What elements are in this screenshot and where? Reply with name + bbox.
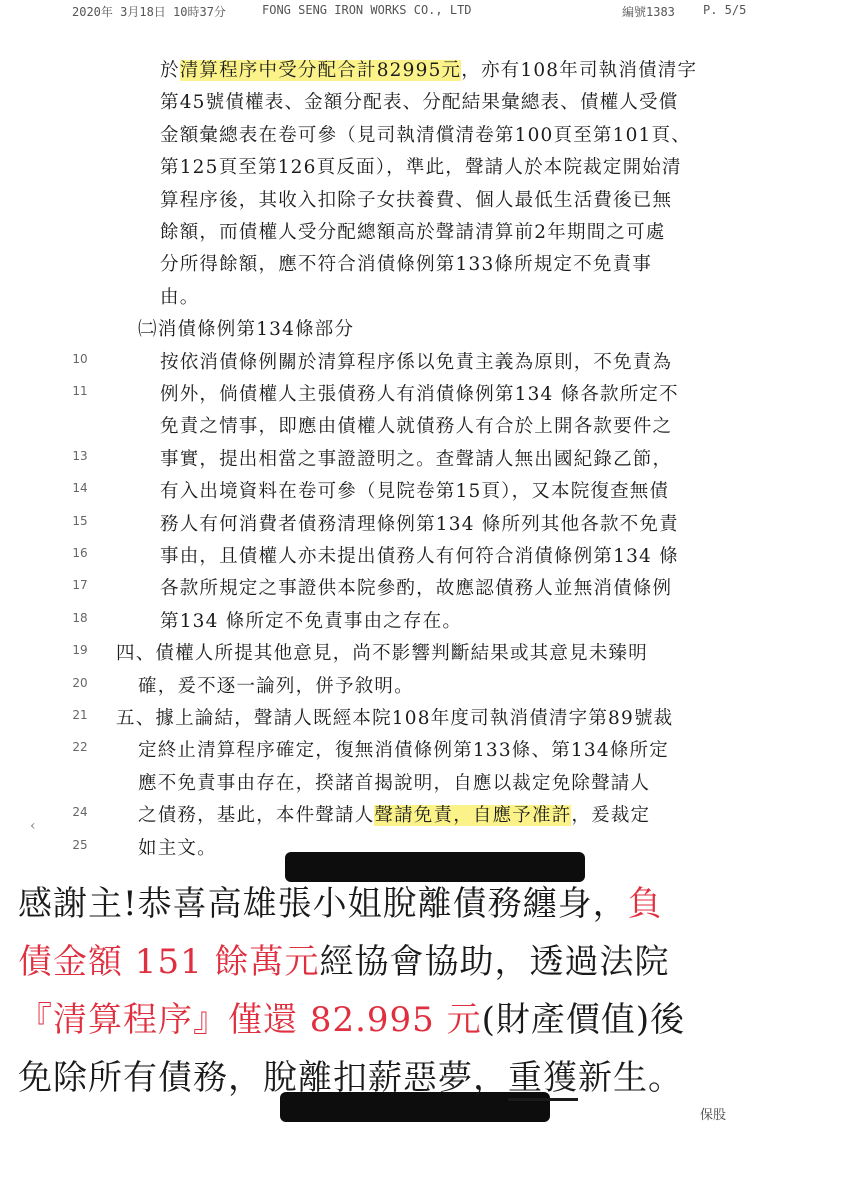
line-number: 24: [72, 805, 88, 820]
ruling-text: 算程序後，其收入扣除子女扶養費、個人最低生活費後已無: [160, 189, 673, 211]
ruling-line: [160, 283, 199, 309]
ruling-text: ，爰裁定: [571, 805, 651, 827]
ruling-text: 第125頁至第126頁反面），準此，聲請人於本院裁定開始清: [160, 157, 682, 179]
note-debt-amount: 債金額 151 餘萬元: [18, 942, 320, 982]
ruling-text: 第45號債權表、金額分配表、分配結果彙總表、債權人受償: [160, 92, 679, 114]
line-number: 18: [72, 610, 88, 625]
line-number: 19: [72, 643, 88, 658]
ruling-text: 由。: [160, 286, 200, 308]
ruling-line: [138, 769, 650, 795]
ruling-line: [160, 380, 679, 406]
ruling-line: [160, 477, 669, 503]
ruling-text: 各款所規定之事證供本院參酌，故應認債務人並無消債條例: [160, 578, 673, 600]
ruling-text: 免責之情事，即應由債權人就債務人有合於上開各款要件之: [160, 416, 673, 438]
ruling-line: [160, 412, 672, 438]
margin-mark: ‹: [30, 818, 36, 834]
note-text: (財產價值)後: [481, 1000, 686, 1040]
note-underlined: 重獲: [508, 1058, 578, 1101]
line-number: 22: [72, 740, 88, 755]
ruling-line: [138, 801, 650, 827]
ruling-text: 之債務，基此，本件聲請人: [138, 805, 375, 827]
ruling-text: 分所得餘額，應不符合消債條例第133條所規定不免責事: [160, 254, 653, 276]
ruling-line: [160, 542, 679, 568]
line-number: 25: [72, 837, 88, 852]
ruling-text: 於: [160, 60, 180, 81]
ruling-line: [160, 510, 679, 536]
fax-number: 編號1383: [622, 5, 675, 19]
note-text: 經協會協助，透過法院: [319, 942, 670, 982]
testimonial-note: [18, 875, 838, 1107]
ruling-text: ㈡消債條例第134條部分: [138, 319, 355, 341]
ruling-line: [138, 315, 354, 341]
line-number: 16: [72, 546, 88, 560]
ruling-text: 事實，提出相當之事證證明之。查聲請人無出國紀錄乙節，: [160, 448, 673, 470]
highlighted-text: 聲請免責，自應予准許: [374, 805, 572, 827]
ruling-line: [160, 250, 652, 276]
line-number: 13: [72, 448, 88, 463]
line-number: 15: [72, 513, 88, 528]
note-line-4: [18, 1049, 838, 1107]
note-highlight: 負: [627, 884, 663, 924]
ruling-text: 務人有何消費者債務清理條例第134 條所列其他各款不免責: [160, 513, 679, 535]
ruling-line: [116, 639, 648, 665]
line-number: 20: [72, 675, 88, 690]
ruling-line: [160, 348, 672, 374]
ruling-line: [160, 56, 697, 82]
fax-timestamp: 2020年 3月18日 10時37分: [72, 5, 226, 19]
ruling-line: [160, 445, 672, 471]
note-line-2: [18, 933, 838, 991]
ruling-text: 如主文。: [138, 837, 217, 859]
ruling-line: [160, 607, 462, 633]
note-line-1: [18, 875, 838, 933]
line-number: 11: [72, 384, 88, 398]
ruling-text: 按依消債條例關於清算程序係以免責主義為原則，不免責為: [160, 351, 673, 373]
fax-page: P. 5/5: [703, 3, 747, 17]
line-number: 14: [72, 481, 88, 496]
note-line-3: [18, 991, 838, 1049]
ruling-line: [138, 834, 217, 860]
ruling-text: 應不免責事由存在，揆諸首揭說明，自應以裁定免除聲請人: [138, 772, 651, 794]
ruling-line: [160, 88, 678, 114]
note-repaid-amount: 『清算程序』僅還 82.995 元: [18, 1000, 482, 1040]
ruling-text: 確，爰不逐一論列，併予敘明。: [138, 675, 414, 697]
ruling-line: [138, 672, 414, 698]
ruling-line: [116, 704, 673, 730]
fax-sender: FONG SENG IRON WORKS CO., LTD: [262, 3, 472, 17]
line-number: 17: [72, 578, 88, 593]
ruling-line: [160, 574, 672, 600]
note-text: 免除所有債務，脫離扣薪惡夢，: [18, 1058, 508, 1098]
ruling-line: [138, 736, 669, 762]
ruling-line: [160, 153, 682, 179]
stamp-text: 保股: [700, 1108, 727, 1123]
ruling-text: 例外，倘債權人主張債務人有消債條例第134 條各款所定不: [160, 384, 679, 405]
line-number: 10: [72, 351, 88, 366]
note-text: 新生。: [578, 1058, 683, 1098]
highlighted-text: 清算程序中受分配合計82995元: [179, 60, 462, 81]
ruling-text: 餘額，而債權人受分配總額高於聲請清算前2年期間之可處: [160, 222, 666, 243]
ruling-text: 五、據上論結，聲請人既經本院108年度司執消債清字第89號裁: [116, 708, 674, 729]
note-text: 感謝主!恭喜高雄張小姐脫離債務纏身，: [18, 884, 628, 924]
ruling-text: 定終止清算程序確定，復無消債條例第133條、第134條所定: [138, 740, 669, 762]
ruling-text: 有入出境資料在卷可參（見院卷第15頁），又本院復查無債: [160, 481, 670, 503]
ruling-text: 事由，且債權人亦未提出債務人有何符合消債條例第134 條: [160, 546, 679, 567]
ruling-line: [160, 186, 672, 212]
ruling-line: [160, 121, 691, 147]
ruling-text: 第134 條所定不免責事由之存在。: [160, 610, 463, 632]
ruling-line: [160, 218, 665, 244]
ruling-text: ，亦有108年司執消債清字: [461, 60, 698, 81]
ruling-text: 金額彙總表在卷可參（見司執清償清卷第100頁至第101頁、: [160, 124, 691, 146]
line-number: 21: [72, 708, 88, 722]
ruling-text: 四、債權人所提其他意見，尚不影響判斷結果或其意見未臻明: [116, 643, 648, 665]
